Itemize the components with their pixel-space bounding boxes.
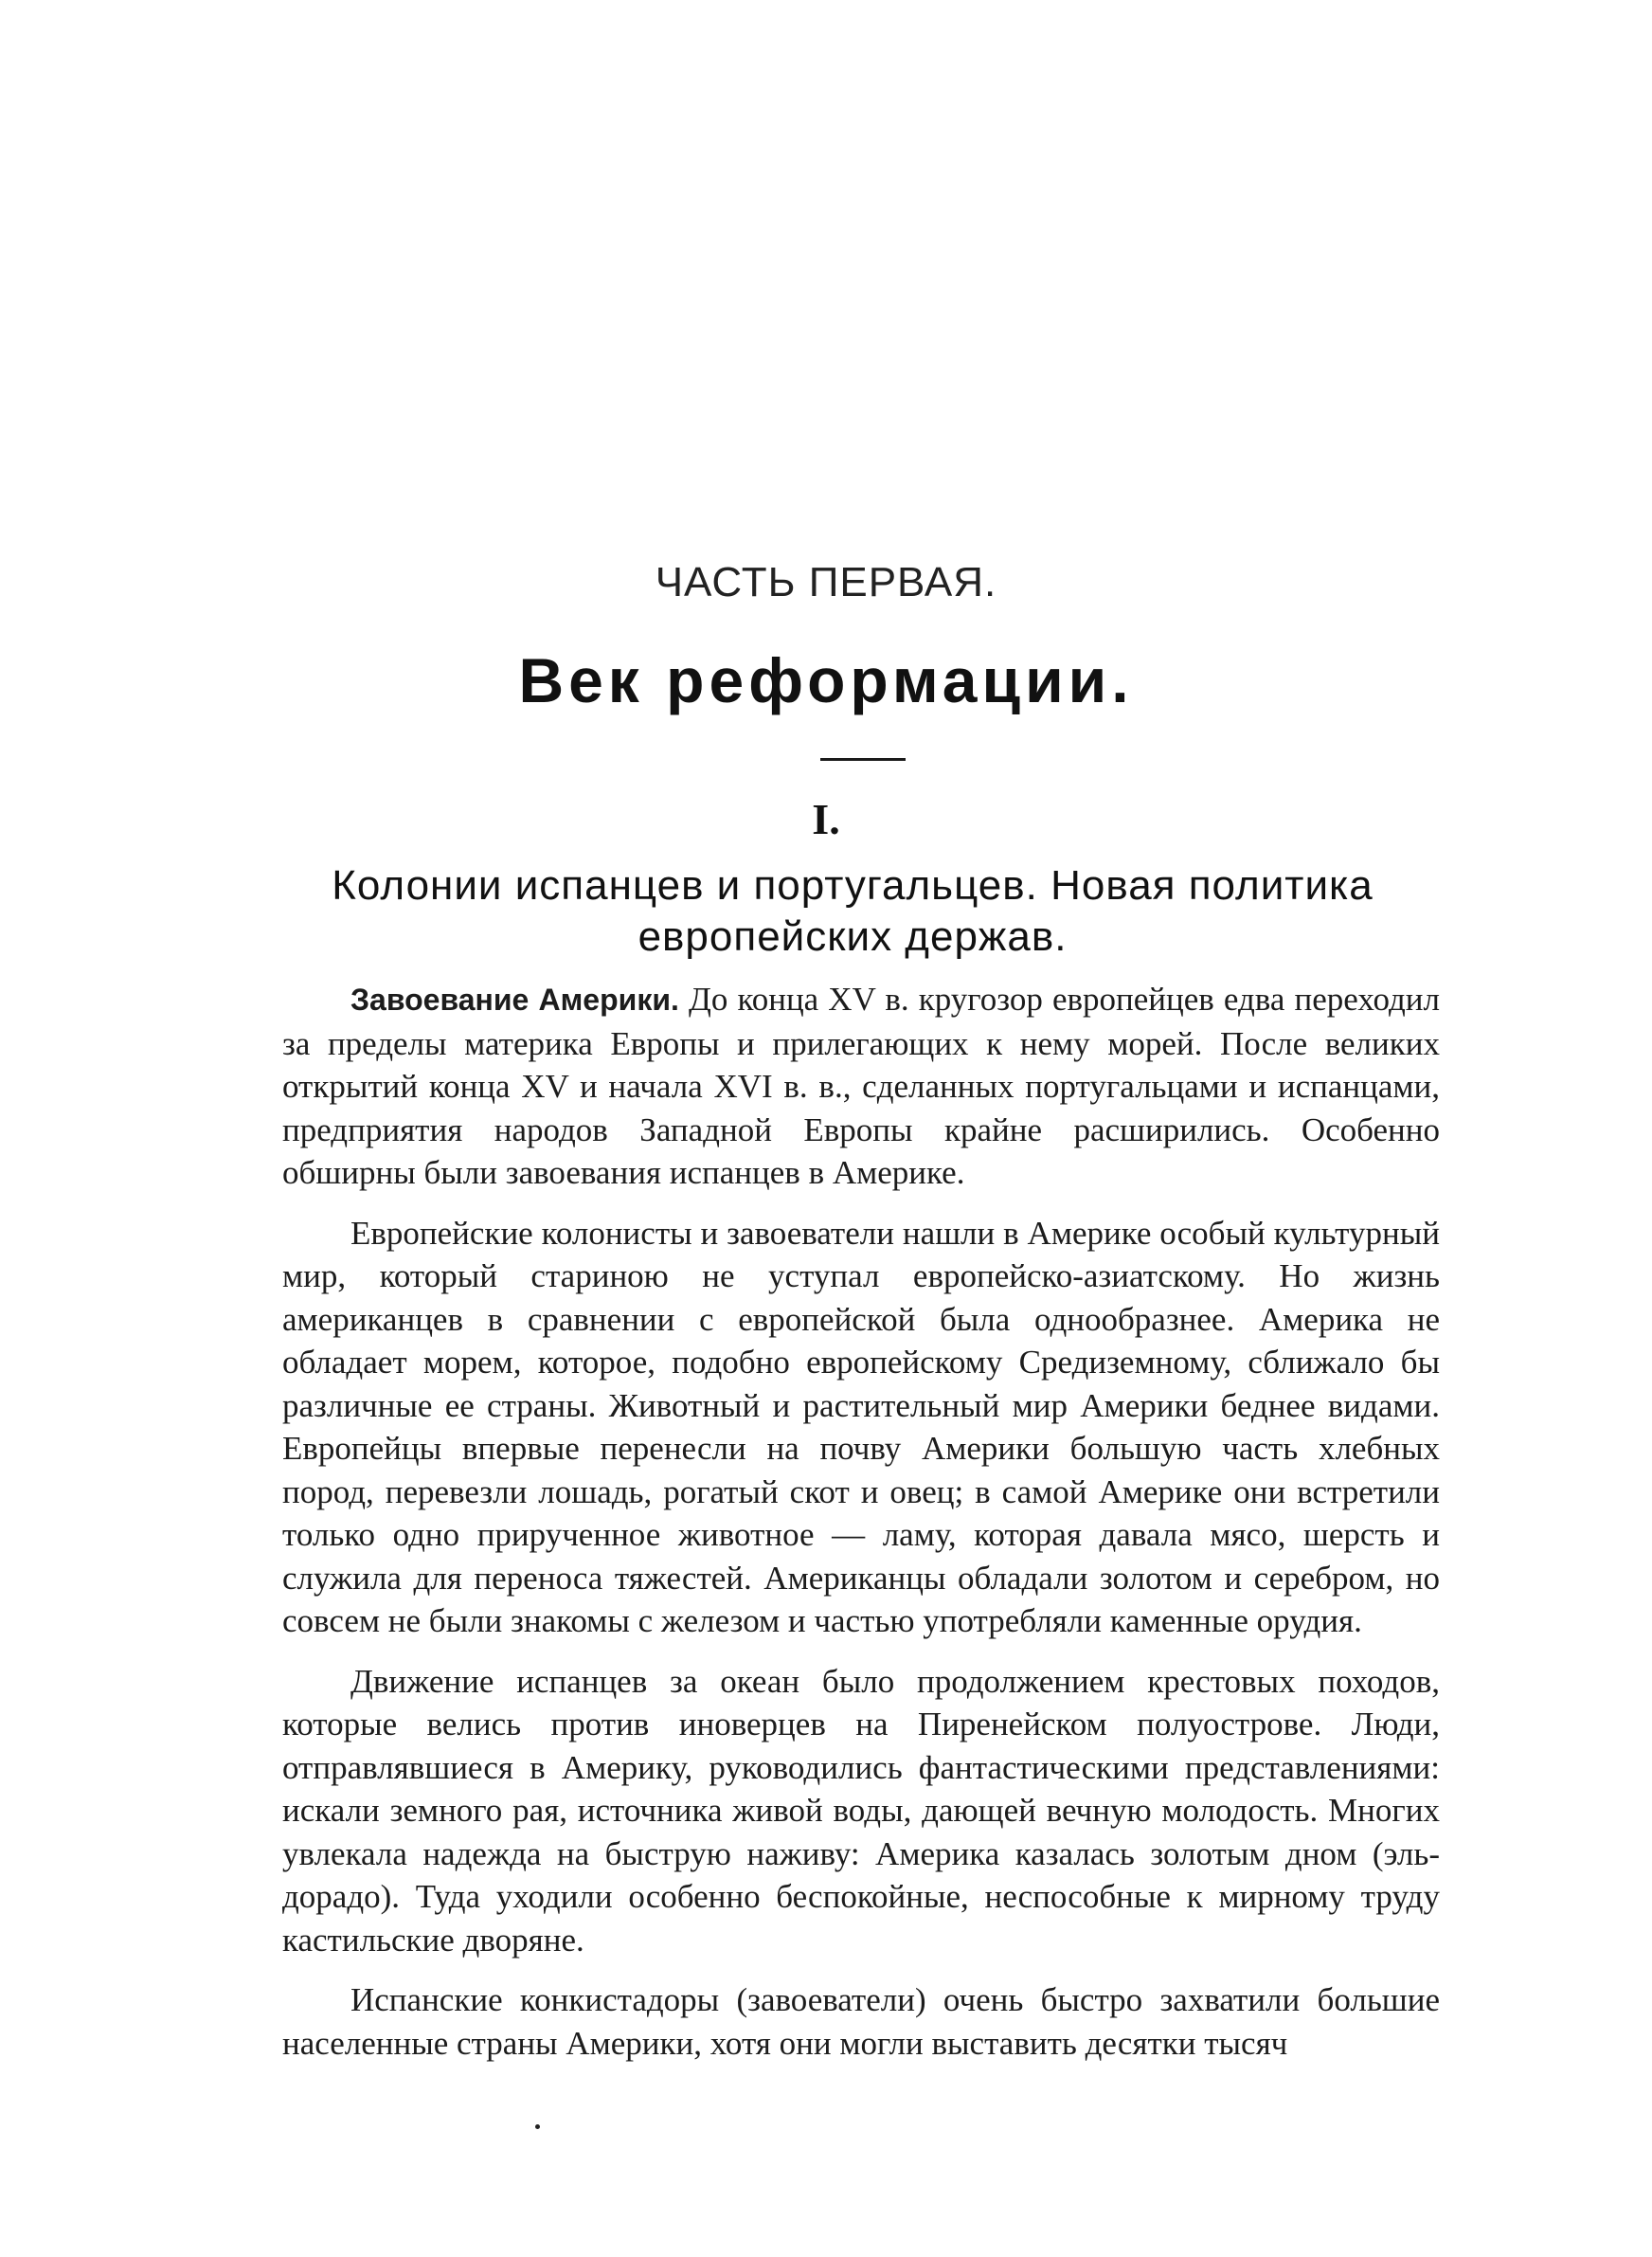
print-speck <box>535 2124 540 2129</box>
paragraph-1-text: До конца XV в. кругозор европейцев едва переходил за пределы материка Европы и прилегающих к нему морей. После великих открытий конца XV и начала XVI в. в., сделанных португальцами и испанцами, предприятия народов Западной Европы крайне расширились. Особенно обширны были завоевания испанцев в Америке. <box>282 981 1440 1191</box>
chapter-title <box>275 860 1430 963</box>
part-label: ЧАСТЬ ПЕРВАЯ. <box>655 559 997 605</box>
body-text <box>282 978 1440 2082</box>
section-divider <box>820 758 906 761</box>
paragraph-2: Европейские колонисты и завоеватели нашли в Америке особый культурный мир, который стариною не уступал европейско-азиатскому. Но жизнь американцев в сравнении с европейской была однообразнее. Америка не обладает морем, которое, подобно европейскому Средиземному, сближало бы различные ее страны. Животный и растительный мир Америки беднее видами. Европейцы впервые перенесли на почву Америки большую часть хлебных пород, перевезли лошадь, рогатый скот и овец; в самой Америке они встретили только одно прирученное животное — ламу, которая давала мясо, шерсть и служила для переноса тяжестей. Американцы обладали золотом и серебром, но совсем не были знакомы с железом и частью употребляли каменные орудия. <box>282 1214 1440 1639</box>
paragraph-4: Испанские конкистадоры (завоеватели) очень быстро захватили большие населенные страны Америки, хотя они могли выставить десятки тысяч <box>282 1981 1440 2062</box>
section-heading: Завоевание Америки. <box>350 983 679 1017</box>
chapter-title-line-1: Колонии испанцев и португальцев. Новая политика <box>332 862 1374 909</box>
paragraph-3: Движение испанцев за океан было продолжением крестовых походов, которые велись против иноверцев на Пиренейском полуострове. Люди, отправлявшиеся в Америку, руководились фантастическими представлениями: искали земного рая, источника живой воды, дающей вечную молодость. Многих увлекала надежда на быструю наживу: Америка казалась золотым дном (эль-дорадо). Туда уходили особенно беспокойные, неспособные к мирному труду кастильские дворяне. <box>282 1662 1440 1959</box>
paragraph-1 <box>282 978 1440 1195</box>
part-title: Век реформации. <box>518 645 1134 715</box>
chapter-title-line-2: европейских держав. <box>637 913 1068 960</box>
chapter-number: I. <box>812 795 840 843</box>
